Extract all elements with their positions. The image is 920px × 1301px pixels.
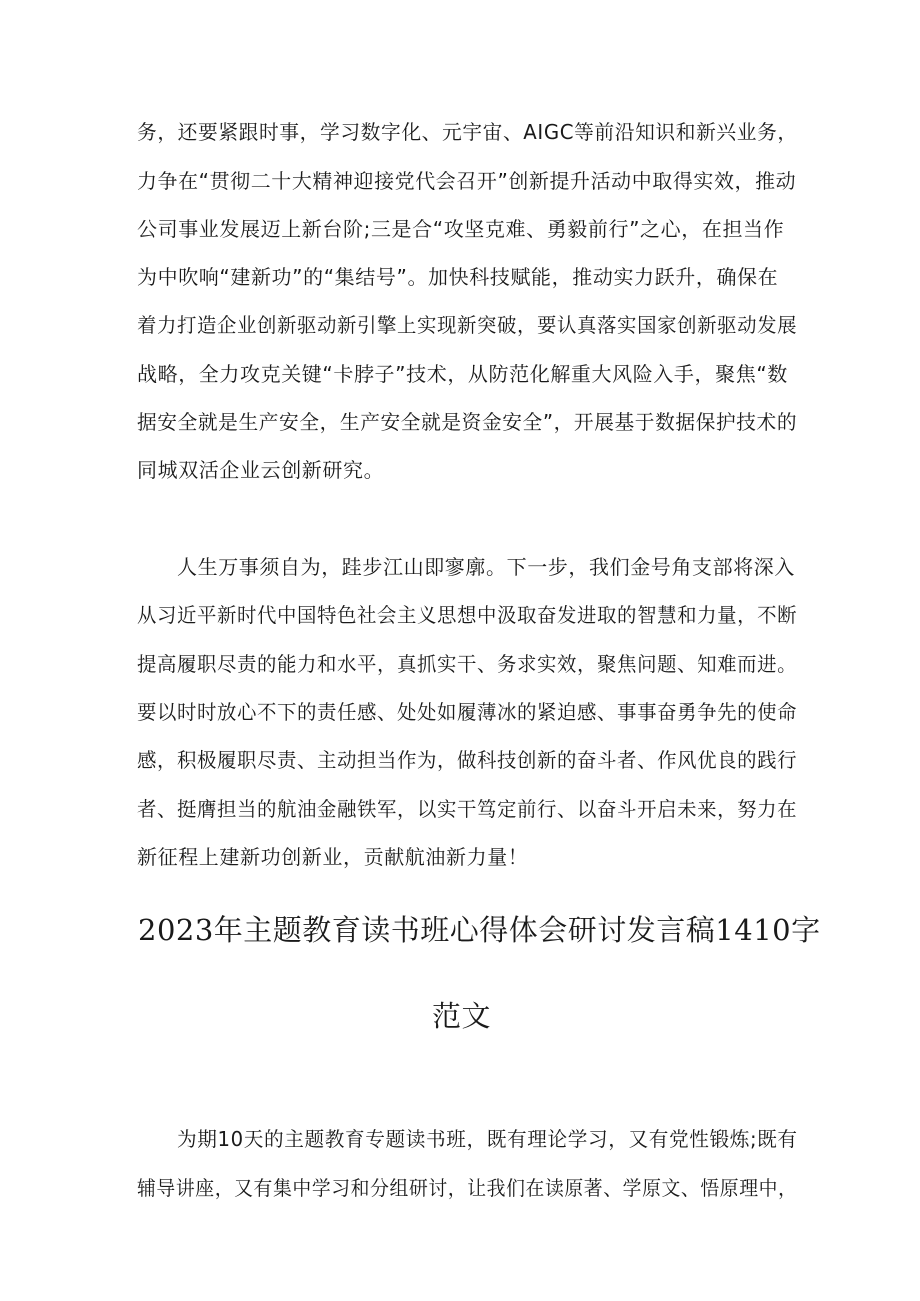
paragraph-line: 为中吹响“建新功”的“集结号”。加快科技赋能，推动实力跃升，确保在 — [137, 265, 779, 289]
paragraph-line: 为期10天的主题教育专题读书班，既有理论学习，又有党性锻炼;既有 — [177, 1127, 798, 1151]
paragraph-line: 新征程上建新功创新业，贡献航油新力量！ — [137, 845, 529, 869]
paragraph-line: 者、挺膺担当的航油金融铁军，以实干笃定前行、以奋斗开启未来，努力在 — [137, 797, 798, 821]
paragraph-line: 辅导讲座，又有集中学习和分组研讨，让我们在读原著、学原文、悟原理中， — [137, 1176, 798, 1200]
paragraph-line: 力争在“贯彻二十大精神迎接党代会召开”创新提升活动中取得实效，推动 — [137, 169, 797, 193]
paragraph-line: 要以时时放心不下的责任感、处处如履薄冰的紧迫感、事事奋勇争先的使命 — [137, 700, 798, 724]
paragraph-line: 从习近平新时代中国特色社会主义思想中汲取奋发进取的智慧和力量，不断 — [137, 603, 798, 627]
paragraph-line: 战略，全力攻克关键“卡脖子”技术，从防范化解重大风险入手，聚焦“数 — [137, 362, 788, 386]
heading-line-1: 2023年主题教育读书班心得体会研讨发言稿1410字 — [138, 913, 821, 947]
paragraph-line: 同城双活企业云创新研究。 — [137, 458, 385, 482]
paragraph-line: 公司事业发展迈上新台阶;三是合“攻坚克难、勇毅前行”之心，在担当作 — [137, 217, 785, 241]
heading-line-2: 范文 — [432, 999, 492, 1033]
paragraph-line: 着力打造企业创新驱动新引擎上实现新突破，要认真落实国家创新驱动发展 — [137, 313, 798, 337]
paragraph-line: 人生万事须自为，跬步江山即寥廓。下一步，我们金号角支部将深入 — [177, 555, 795, 579]
paragraph-line: 感，积极履职尽责、主动担当作为，做科技创新的奋斗者、作风优良的践行 — [137, 748, 798, 772]
paragraph-line: 据安全就是生产安全，生产安全就是资金安全”，开展基于数据保护技术的 — [137, 410, 798, 434]
paragraph-line: 务，还要紧跟时事，学习数字化、元宇宙、AIGC等前沿知识和新兴业务， — [137, 120, 798, 144]
paragraph-line: 提高履职尽责的能力和水平，真抓实干、务求实效，聚焦问题、知难而进。 — [137, 652, 798, 676]
